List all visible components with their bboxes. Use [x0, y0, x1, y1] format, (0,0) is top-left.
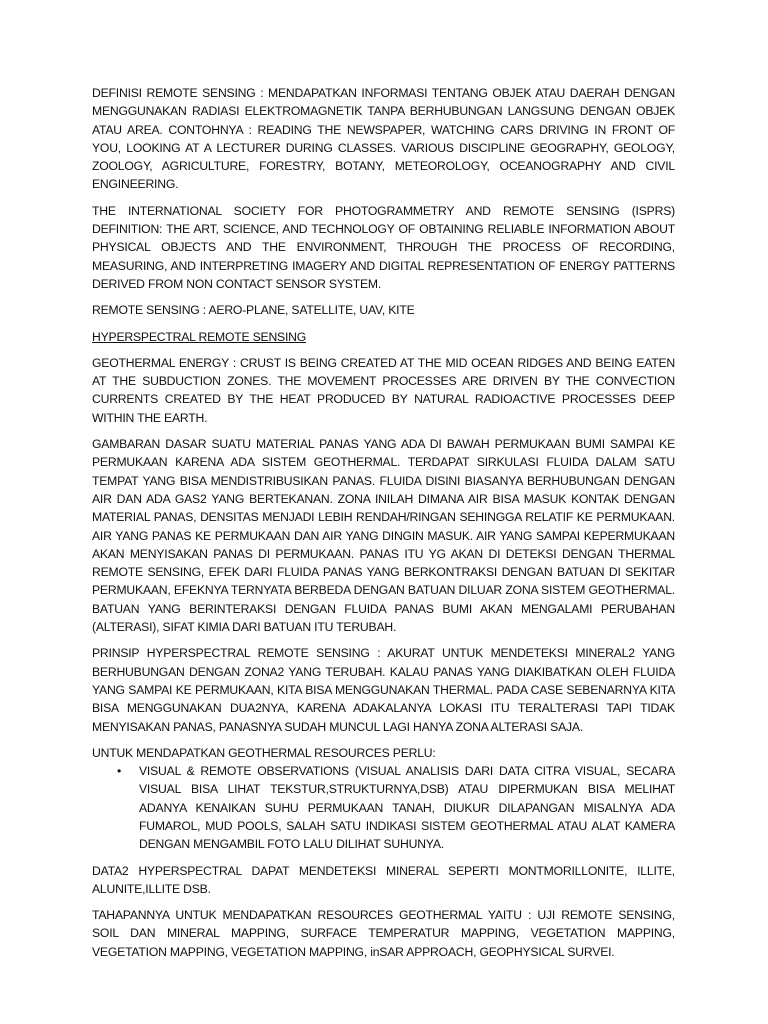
paragraph-prinsip-hyperspectral: PRINSIP HYPERSPECTRAL REMOTE SENSING : AKURAT UNTUK MENDETEKSI MINERAL2 YANG BERHUBUNGAN DENGAN ZONA2 YANG TERUBAH. KALAU PANAS YANG DIAKIBATKAN OLEH FLUIDA YANG SAMPAI KE PERMUKAAN, KITA BISA MENGGUNAKAN THERMAL. PADA CASE SEBENARNYA KITA BISA MENGGUNAKAN DUA2NYA, KARENA ADAKALANYA LOKASI ITU TERALTERASI TAPI TIDAK MENYISAKAN PANAS, PANASNYA SUDAH MUNCUL LAGI HANYA ZONA ALTERASI SAJA. — [92, 646, 675, 734]
paragraph-hyperspectral-minerals: DATA2 HYPERSPECTRAL DAPAT MENDETEKSI MINERAL SEPERTI MONTMORILLONITE, ILLITE, ALUNITE,ILLITE DSB. — [92, 863, 675, 896]
list-item — [92, 762, 675, 853]
paragraph-isprs-definition: THE INTERNATIONAL SOCIETY FOR PHOTOGRAMMETRY AND REMOTE SENSING (ISPRS) DEFINITION: THE ART, SCIENCE, AND TECHNOLOGY OF OBTAINING RELIABLE INFORMATION ABOUT PHYSICAL OBJECTS AND THE ENVIRONMENT, THROUGH THE PROCESS OF RECORDING, MEASURING, AND INTERPRETING IMAGERY AND DIGITAL REPRESENTATION OF ENERGY PATTERNS DERIVED FROM NON CONTACT SENSOR SYSTEM. — [92, 203, 675, 291]
bullet-list — [92, 762, 675, 853]
bullet-icon: • — [117, 764, 122, 779]
paragraph-remote-sensing-definition: DEFINISI REMOTE SENSING : MENDAPATKAN INFORMASI TENTANG OBJEK ATAU DAERAH DENGAN MENGGUNAKAN RADIASI ELEKTROMAGNETIK TANPA BERHUBUNGAN LANGSUNG DENGAN OBJEK ATAU AREA. CONTOHNYA : READING THE NEWSPAPER, WATCHING CARS DRIVING IN FRONT OF YOU, LOOKING AT A LECTURER DURING CLASSES. VARIOUS DISCIPLINE GEOGRAPHY, GEOLOGY, ZOOLOGY, AGRICULTURE, FORESTRY, BOTANY, METEOROLOGY, OCEANOGRAPHY AND CIVIL ENGINEERING. — [92, 86, 675, 192]
paragraph-resources-intro: UNTUK MENDAPATKAN GEOTHERMAL RESOURCES PERLU: — [92, 745, 436, 760]
paragraph-geothermal-energy: GEOTHERMAL ENERGY : CRUST IS BEING CREATED AT THE MID OCEAN RIDGES AND BEING EATEN AT THE SUBDUCTION ZONES. THE MOVEMENT PROCESSES ARE DRIVEN BY THE CONVECTION CURRENTS CREATED BY THE HEAT PRODUCED BY NATURAL RADIOACTIVE PROCESSES DEEP WITHIN THE EARTH. — [92, 355, 675, 425]
section-heading-hyperspectral: HYPERSPECTRAL REMOTE SENSING — [92, 329, 307, 344]
paragraph-tahapan: TAHAPANNYA UNTUK MENDAPATKAN RESOURCES GEOTHERMAL YAITU : UJI REMOTE SENSING, SOIL DAN MINERAL MAPPING, SURFACE TEMPERATUR MAPPING, VEGETATION MAPPING, VEGETATION MAPPING, VEGETATION MAPPING, inSAR APPROACH, GEOPHYSICAL SURVEI. — [92, 908, 675, 959]
paragraph-gambaran-dasar: GAMBARAN DASAR SUATU MATERIAL PANAS YANG ADA DI BAWAH PERMUKAAN BUMI SAMPAI KE PERMUKAAN KARENA ADA SISTEM GEOTHERMAL. TERDAPAT SIRKULASI FLUIDA DALAM SATU TEMPAT YANG BISA MENDISTRIBUSIKAN PANAS. FLUIDA DISINI BIASANYA BERHUBUNGAN DENGAN AIR DAN ADA GAS2 YANG BERTEKANAN. ZONA INILAH DIMANA AIR BISA MASUK KONTAK DENGAN MATERIAL PANAS, DENSITAS MENJADI LEBIH RENDAH/RINGAN SEHINGGA RELATIF KE PERMUKAAN. AIR YANG PANAS KE PERMUKAAN DAN AIR YANG DINGIN MASUK. AIR YANG SAMPAI KEPERMUKAAN AKAN MENYISAKAN PANAS DI PERMUKAAN. PANAS ITU YG AKAN DI DETEKSI DENGAN THERMAL REMOTE SENSING, EFEK DARI FLUIDA PANAS YANG BERKONTRAKSI DENGAN BATUAN DI SEKITAR PERMUKAAN, EFEKNYA TERNYATA BERBEDA DENGAN BATUAN DILUAR ZONA SISTEM GEOTHERMAL. BATUAN YANG BERINTERAKSI DENGAN FLUIDA PANAS BUMI AKAN MENGALAMI PERUBAHAN (ALTERASI), SIFAT KIMIA DARI BATUAN ITU TERUBAH. — [92, 437, 675, 635]
list-item-text: VISUAL & REMOTE OBSERVATIONS (VISUAL ANALISIS DARI DATA CITRA VISUAL, SECARA VISUAL BISA LIHAT TEKSTUR,STRUKTURNYA,DSB) ATAU DIPERMUKAN BISA MELIHAT ADANYA KENAIKAN SUHU PERMUKAAN TANAH, DIUKUR DILAPANGAN MISALNYA ADA FUMAROL, MUD POOLS, SALAH SATU INDIKASI SISTEM GEOTHERMAL ATAU ALAT KAMERA DENGAN MENGAMBIL FOTO LALU DILIHAT SUHUNYA. — [139, 764, 675, 852]
paragraph-remote-sensing-platforms: REMOTE SENSING : AERO-PLANE, SATELLITE, UAV, KITE — [92, 303, 415, 318]
document-page — [92, 84, 675, 969]
